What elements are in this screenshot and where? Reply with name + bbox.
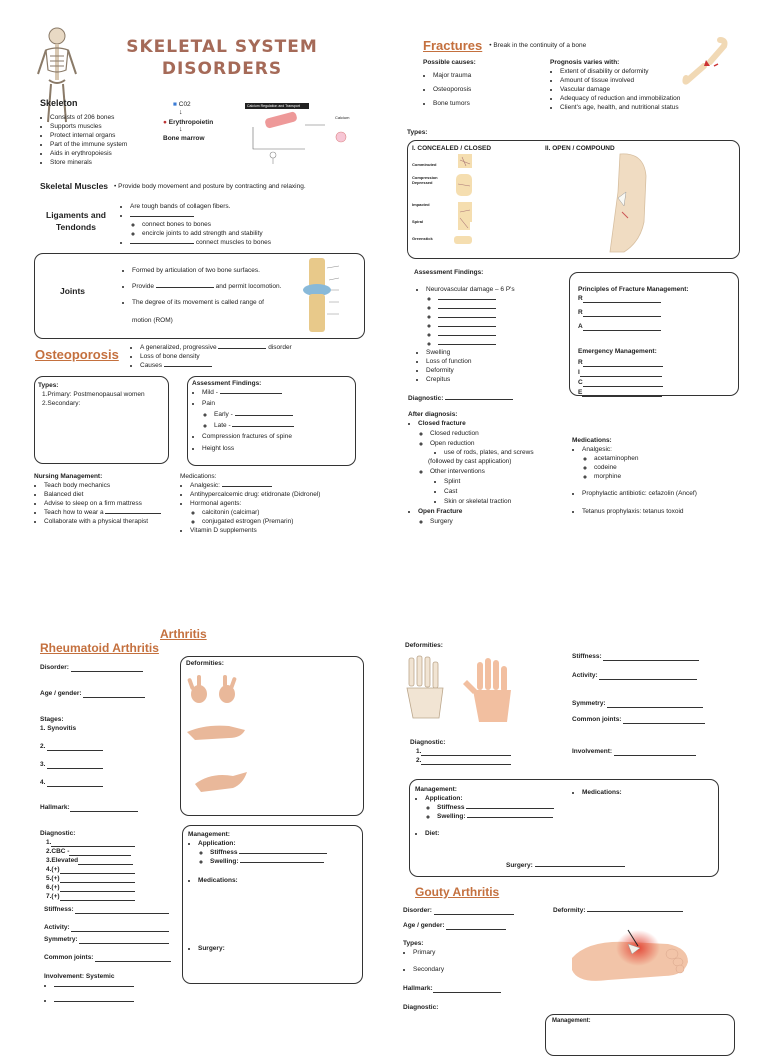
right-clinical-fields: Stiffness: Activity: Symmetry: Common joints: Involvement: xyxy=(572,652,732,756)
osteoporosis-medications: Medications: • Analgesic: • Antihypercalcemic drug: etidronate (Didronel) • Hormonal agents: ◦ calcitonin (calcimar) ◦ conjugated estrogen (Premarin) • Vitamin D supplements xyxy=(180,472,360,535)
prognosis: Prognosis varies with: • Extent of disability or deformity • Amount of tissue involved • Vascular damage • Adequacy of reduction and immobilization • Client's age, health, and nutritional status xyxy=(550,58,730,112)
list-item: • Tetanus prophylaxis: tetanus toxoid xyxy=(582,507,742,516)
skeleton-heading: Skeleton xyxy=(40,98,78,108)
after-diagnosis: After diagnosis: • Closed fracture ◦ Closed reduction ◦ Open reduction • use of rods, plates, and screws (followed by cast application) ◦ Other interventions • Splint • Cast • Skin or skeletal traction • Open Fracture ◦ Surgery xyxy=(408,410,578,526)
list-item: • Major trauma xyxy=(433,71,533,80)
list-item: • Collaborate with a physical therapist xyxy=(44,517,184,526)
list-item: • Vascular damage xyxy=(560,85,730,94)
right-diagnostic: Diagnostic: 1. 2. xyxy=(410,738,550,765)
list-item: • Crepitus xyxy=(426,375,566,384)
list-item: • Neurovascular damage – 6 P's xyxy=(426,285,566,294)
list-item xyxy=(438,321,566,330)
ra-hand-images xyxy=(185,672,260,804)
list-item: • Open Fracture xyxy=(418,507,578,516)
list-item: • Medications: xyxy=(582,788,622,797)
fracture-types-label: Types: xyxy=(407,129,428,136)
list-item: • Application: xyxy=(198,839,358,848)
list-item: ◦ codeine xyxy=(594,463,742,472)
list-item: • Provide and permit locomotion. xyxy=(132,282,297,291)
list-item: • Surgery: xyxy=(198,944,358,953)
list-item: ◦ calcitonin (calcimar) xyxy=(202,508,360,517)
list-item: • Medications: xyxy=(198,876,358,885)
fracture-assessment-label: Assessment Findings: xyxy=(414,269,484,276)
list-item xyxy=(130,211,360,220)
list-item: ◦ Early - xyxy=(214,410,352,419)
nursing-management: Nursing Management: • Teach body mechanics • Balanced diet • Advise to sleep on a firm mattress • Teach how to wear a • Collaborate with a physical therapist xyxy=(34,472,184,526)
list-item: • Diet: xyxy=(425,829,575,838)
list-item: • Consists of 206 bones xyxy=(50,113,170,122)
list-item xyxy=(438,312,566,321)
joints-list xyxy=(122,266,297,325)
list-item: ◦ acetaminophen xyxy=(594,454,742,463)
arrow-down-icon: ↓ xyxy=(179,126,183,133)
closed-type-label: I. CONCEALED / CLOSED xyxy=(412,145,492,152)
list-item: ◦ Swelling: xyxy=(210,857,358,866)
list-item xyxy=(438,294,566,303)
ra-heading: Rheumatoid Arthritis xyxy=(40,641,159,655)
list-item: ◦ Surgery xyxy=(430,517,578,526)
list-item: • Height loss xyxy=(202,444,352,453)
closed-fracture-images xyxy=(450,154,480,248)
list-item: ◦ morphine xyxy=(594,472,742,481)
right-hand-images xyxy=(403,654,533,729)
list-item: • Osteoporosis xyxy=(433,85,533,94)
ligaments-heading: Ligaments and Tendonds xyxy=(46,210,106,232)
gout-heading: Gouty Arthritis xyxy=(415,885,500,899)
arrow-down-icon: ↓ xyxy=(179,109,183,116)
list-item: • Store minerals xyxy=(50,158,170,167)
list-item: ◦ Swelling: xyxy=(437,812,575,821)
list-item: • Teach how to wear a xyxy=(44,508,184,517)
list-item: ◦ encircle joints to add strength and stability xyxy=(142,229,360,238)
list-item: ◦ Stiffness xyxy=(210,848,358,857)
list-item: • Compression fractures of spine xyxy=(202,432,352,441)
list-item: • Pain xyxy=(202,399,352,408)
list-item xyxy=(438,303,566,312)
fracture-medications: Medications: • Analgesic: ◦ acetaminophen ◦ codeine ◦ morphine • Prophylactic antibiotic: cefazolin (Ancef) • Tetanus prophylaxis: tetanus toxoid xyxy=(572,436,742,516)
fracture-diagnostic: Diagnostic: xyxy=(408,394,513,403)
joints-heading: Joints xyxy=(60,286,86,296)
list-item: • Mild - xyxy=(202,388,352,397)
open-fracture-image xyxy=(600,152,650,254)
osteoporosis-heading: Osteoporosis xyxy=(35,347,119,362)
knee-joint-illustration xyxy=(295,258,355,333)
list-item: • Client's age, health, and nutritional status xyxy=(560,103,730,112)
list-item: • Loss of bone density xyxy=(140,352,360,361)
gout-foot-illustration xyxy=(568,918,692,998)
erythropoiesis-diagram xyxy=(155,98,355,170)
list-item: • Cast xyxy=(444,487,578,496)
list-item: • Prophylactic antibiotic: cefazolin (Ancef) xyxy=(582,489,742,498)
ra-deformities-label: Deformities: xyxy=(186,660,224,667)
list-item: • Swelling xyxy=(426,348,566,357)
right-management: Management: • Application: ◦ Stiffness ◦ Swelling: • Diet: xyxy=(415,785,575,838)
list-item xyxy=(438,330,566,339)
list-item: ◦ Stiffness xyxy=(437,803,575,812)
skeletal-muscles-row xyxy=(40,181,360,191)
list-item: • Teach body mechanics xyxy=(44,481,184,490)
list-item: • connect muscles to bones xyxy=(130,238,360,247)
list-item: • Supports muscles xyxy=(50,122,170,131)
list-item: • Extent of disability or deformity xyxy=(560,67,730,76)
list-item: • Aids in erythropoiesis xyxy=(50,149,170,158)
ra-management: Management: • Application: ◦ Stiffness ◦ Swelling: • Medications: • Surgery: xyxy=(188,830,358,953)
list-item: • Analgesic: xyxy=(582,445,742,454)
skeleton-section xyxy=(40,98,170,167)
principles-section: Principles of Fracture Management: R R A Emergency Management: R I C E xyxy=(578,286,689,396)
list-item: • Balanced diet xyxy=(44,490,184,499)
list-item: • Formed by articulation of two bone surfaces. xyxy=(132,266,297,275)
list-item xyxy=(54,996,184,1005)
list-item: ◦ Late - xyxy=(214,421,352,430)
list-item: • A generalized, progressive disorder xyxy=(140,343,360,352)
list-item: • Application: xyxy=(425,794,575,803)
fracture-assessment-list xyxy=(416,285,566,384)
list-item: • Hormonal agents: xyxy=(190,499,360,508)
osteoporosis-assessment: Assessment Findings: • Mild - • Pain ◦ Early - ◦ Late - • Compression fractures of spine • Height loss xyxy=(192,379,352,453)
ligaments-list xyxy=(120,202,360,247)
list-item: • Secondary xyxy=(413,965,553,974)
list-item: • Deformity xyxy=(426,366,566,375)
right-medications xyxy=(572,788,622,797)
skeleton-list xyxy=(40,113,170,167)
osteoporosis-list xyxy=(130,343,360,370)
list-item: ◦ connect bones to bones xyxy=(142,220,360,229)
list-item: • Antihypercalcemic drug: etidronate (Didronel) xyxy=(190,490,360,499)
list-item: ◦ Open reduction xyxy=(430,439,578,448)
list-item: ◦ Closed reduction xyxy=(430,429,578,438)
erythropoietin-label: ● Erythropoietin xyxy=(163,119,214,126)
ra-fields: Disorder: Age / gender: Stages: 1. Synovitis 2. 3. 4. Hallmark: Diagnostic: 1. 2.CBC - 3.Elevated 4.(+) 5.(+) 6.(+) 7.(+) xyxy=(40,663,180,901)
possible-causes: Possible causes: • Major trauma • Osteoporosis • Bone tumors xyxy=(423,58,533,108)
co2-label: ■ C02 xyxy=(173,101,191,108)
list-item: • Part of the immune system xyxy=(50,140,170,149)
gout-management-label: Management: xyxy=(552,1018,591,1024)
list-item: • Causes xyxy=(140,361,360,370)
right-deformities-label: Deformities: xyxy=(405,642,443,649)
list-item: • Loss of function xyxy=(426,357,566,366)
gout-fields: Disorder: Age / gender: Types: • Primary • Secondary Hallmark: Diagnostic: xyxy=(403,906,553,1012)
list-item: • Analgesic: xyxy=(190,481,360,490)
list-item: ◦ conjugated estrogen (Premarin) xyxy=(202,517,360,526)
gout-deformity: Deformity: xyxy=(553,906,683,915)
list-item: • Splint xyxy=(444,477,578,486)
skeletal-muscles-text: • Provide body movement and posture by contracting and relaxing. xyxy=(114,182,306,190)
arthritis-heading: Arthritis xyxy=(160,627,207,641)
list-item: • Bone tumors xyxy=(433,99,533,108)
list-item: ◦ Other interventions xyxy=(430,467,578,476)
list-item xyxy=(54,981,184,990)
list-item: • Amount of tissue involved xyxy=(560,76,730,85)
open-type-label: II. OPEN / COMPOUND xyxy=(545,145,615,152)
calcium-diagram: Calcium Regulation and Transport Calcium xyxy=(245,103,355,167)
page-title: SKELETAL SYSTEM DISORDERS xyxy=(126,37,318,79)
osteoporosis-types: Types: 1.Primary: Postmenopausal women 2.Secondary: xyxy=(38,382,145,407)
list-item: • Vitamin D supplements xyxy=(190,526,360,535)
list-item xyxy=(438,339,566,348)
list-item: • Are tough bands of collagen fibers. xyxy=(130,202,360,211)
list-item: • Closed fracture xyxy=(418,419,578,428)
right-surgery: Surgery: xyxy=(506,861,625,870)
list-item: • The degree of its movement is called range of motion (ROM) xyxy=(132,298,297,325)
list-item: • Skin or skeletal traction xyxy=(444,497,578,506)
ra-clinical-fields: Stiffness: Activity: Symmetry: Common joints: Involvement: Systemic • • xyxy=(44,905,184,1005)
fractures-header: Fractures • Break in the continuity of a bone xyxy=(423,38,587,53)
list-item: • Protect internal organs xyxy=(50,131,170,140)
bone-marrow-label: Bone marrow xyxy=(163,135,205,142)
skeletal-muscles-heading: Skeletal Muscles xyxy=(40,181,109,191)
list-item: • Adequacy of reduction and immobilization xyxy=(560,94,730,103)
list-item: • use of rods, plates, and screws xyxy=(444,448,578,457)
list-item: • Primary xyxy=(413,948,553,957)
list-item: • Advise to sleep on a firm mattress xyxy=(44,499,184,508)
